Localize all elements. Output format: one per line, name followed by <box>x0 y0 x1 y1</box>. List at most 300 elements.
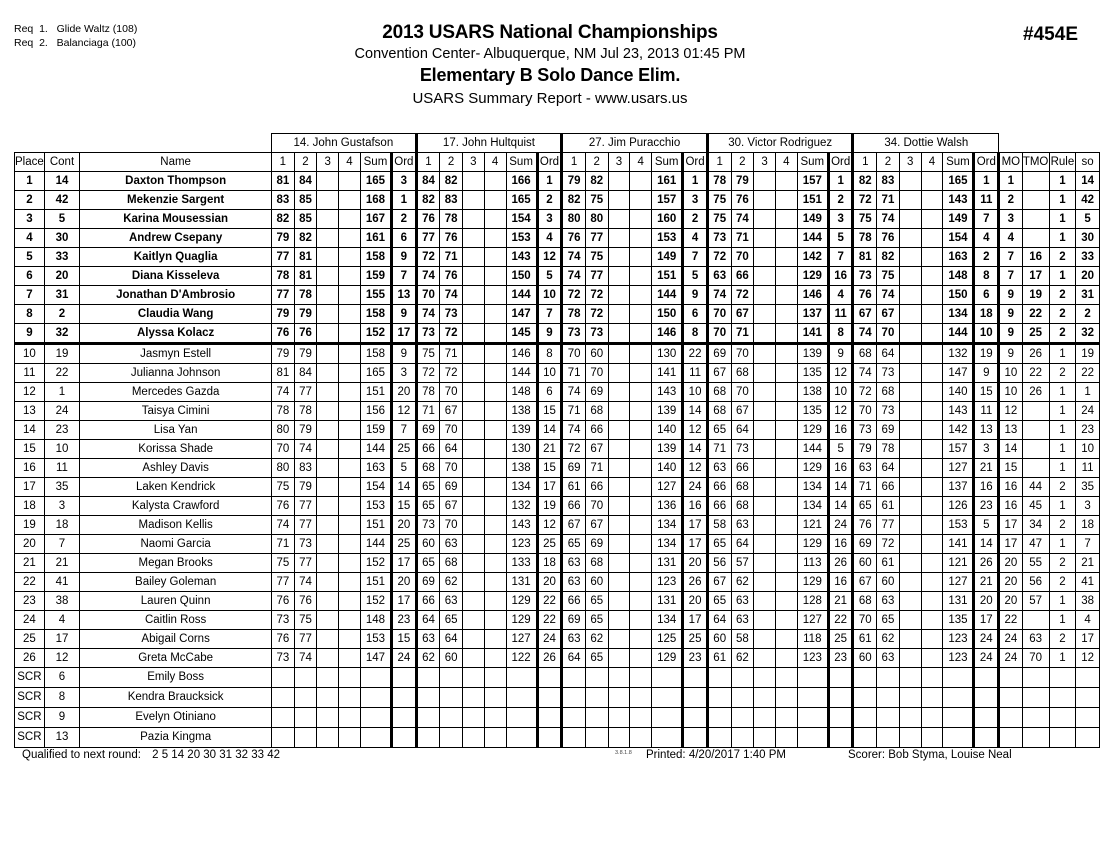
cell-j4-1: 60 <box>707 630 731 649</box>
cell-tmo: 19 <box>1022 286 1049 305</box>
cell-j2-3 <box>462 324 484 344</box>
cell-j3-4 <box>630 497 652 516</box>
cell-j1-3 <box>317 210 339 229</box>
cell-rule: 2 <box>1049 554 1076 573</box>
cell-tmo: 17 <box>1022 267 1049 286</box>
column-header-j2-4: 4 <box>484 153 506 172</box>
cell-j3-2: 72 <box>585 305 608 324</box>
cell-mo: 15 <box>999 459 1023 478</box>
table-row[interactable] <box>15 478 1100 497</box>
cell-j5-ord: 18 <box>974 305 999 324</box>
cell-j1-sum: 165 <box>360 172 391 191</box>
cell-j2-3 <box>462 478 484 497</box>
cell-j5-ord: 19 <box>974 344 999 364</box>
cell-j3-2 <box>585 708 608 728</box>
cell-j3-1 <box>562 668 586 688</box>
table-row[interactable] <box>15 248 1100 267</box>
cell-place: 5 <box>15 248 45 267</box>
cell-j3-1: 80 <box>562 210 586 229</box>
cell-j3-2: 60 <box>585 344 608 364</box>
cell-j5-sum: 163 <box>943 248 974 267</box>
cell-j1-4 <box>339 286 361 305</box>
cell-j1-sum <box>360 688 391 708</box>
cell-j3-1: 76 <box>562 229 586 248</box>
cell-j5-2: 78 <box>877 440 900 459</box>
cell-j4-3 <box>754 478 776 497</box>
cell-j2-3 <box>462 708 484 728</box>
cell-j4-4 <box>775 210 797 229</box>
cell-j5-ord <box>974 708 999 728</box>
cell-j4-ord: 1 <box>828 172 853 191</box>
cell-j3-1: 78 <box>562 305 586 324</box>
cell-j2-sum <box>506 708 537 728</box>
cell-j5-sum: 142 <box>943 421 974 440</box>
qualified-label: Qualified to next round: <box>22 749 141 761</box>
judge-header-spacer <box>15 134 272 153</box>
cell-mo: 16 <box>999 478 1023 497</box>
cell-place: 24 <box>15 611 45 630</box>
cell-name: Lisa Yan <box>80 421 272 440</box>
cell-j2-1: 71 <box>416 402 440 421</box>
cell-name: Jonathan D'Ambrosio <box>80 286 272 305</box>
cell-j1-1 <box>272 708 295 728</box>
cell-j1-3 <box>317 592 339 611</box>
column-header-j1-2: 2 <box>294 153 317 172</box>
cell-tmo <box>1022 229 1049 248</box>
cell-j1-4 <box>339 611 361 630</box>
cell-j3-ord: 8 <box>683 324 708 344</box>
cell-j5-3 <box>899 688 921 708</box>
cell-j5-2: 67 <box>877 305 900 324</box>
cell-j2-1: 72 <box>416 364 440 383</box>
cell-j1-3 <box>317 440 339 459</box>
cell-j2-1 <box>416 708 440 728</box>
cell-j3-4 <box>630 191 652 210</box>
cell-j2-sum: 146 <box>506 344 537 364</box>
cell-j5-1: 60 <box>853 554 877 573</box>
cell-j1-2: 75 <box>294 611 317 630</box>
cell-j3-1: 72 <box>562 286 586 305</box>
cell-j2-3 <box>462 592 484 611</box>
judge-header-3: 27. Jim Puracchio <box>562 134 708 153</box>
cell-tmo: 22 <box>1022 364 1049 383</box>
table-row[interactable] <box>15 191 1100 210</box>
cell-rule: 1 <box>1049 497 1076 516</box>
cell-j4-sum <box>797 668 828 688</box>
cell-rule: 1 <box>1049 267 1076 286</box>
table-row[interactable] <box>15 210 1100 229</box>
table-row[interactable] <box>15 688 1100 708</box>
cell-j2-4 <box>484 402 506 421</box>
cell-j3-4 <box>630 248 652 267</box>
table-row[interactable] <box>15 324 1100 344</box>
cell-j1-3 <box>317 554 339 573</box>
column-header-j1-sum: Sum <box>360 153 391 172</box>
cell-mo: 14 <box>999 440 1023 459</box>
cell-j1-1: 78 <box>272 402 295 421</box>
table-row[interactable] <box>15 402 1100 421</box>
table-row[interactable] <box>15 305 1100 324</box>
cell-j1-sum: 159 <box>360 267 391 286</box>
cell-so: 18 <box>1076 516 1100 535</box>
cell-j4-1: 65 <box>707 421 731 440</box>
cell-j2-1: 82 <box>416 191 440 210</box>
cell-j4-ord <box>828 688 853 708</box>
cell-j5-ord: 5 <box>974 516 999 535</box>
cell-j3-1: 65 <box>562 535 586 554</box>
cell-j5-4 <box>921 402 943 421</box>
column-header-j3-3: 3 <box>608 153 630 172</box>
cell-j1-2: 78 <box>294 402 317 421</box>
cell-j2-ord <box>537 728 562 748</box>
cell-j2-4 <box>484 688 506 708</box>
cell-j2-4 <box>484 516 506 535</box>
cell-j3-3 <box>608 210 630 229</box>
cell-j3-2: 68 <box>585 402 608 421</box>
cell-j2-2: 69 <box>440 478 463 497</box>
cell-j2-ord: 17 <box>537 478 562 497</box>
cell-j3-sum: 140 <box>652 459 683 478</box>
cell-tmo <box>1022 728 1049 748</box>
cell-j1-ord: 17 <box>392 324 417 344</box>
cell-j1-3 <box>317 402 339 421</box>
cell-j2-3 <box>462 611 484 630</box>
cell-j1-ord: 7 <box>392 267 417 286</box>
cell-j1-4 <box>339 573 361 592</box>
cell-j3-3 <box>608 554 630 573</box>
table-row[interactable] <box>15 383 1100 402</box>
cell-j4-1: 67 <box>707 573 731 592</box>
cell-j5-4 <box>921 459 943 478</box>
cell-cont: 5 <box>44 210 79 229</box>
table-row[interactable] <box>15 611 1100 630</box>
cell-j3-sum: 141 <box>652 364 683 383</box>
cell-j3-3 <box>608 421 630 440</box>
cell-j4-sum: 129 <box>797 421 828 440</box>
table-row[interactable] <box>15 516 1100 535</box>
cell-j2-sum: 129 <box>506 592 537 611</box>
column-header-j5-4: 4 <box>921 153 943 172</box>
cell-tmo <box>1022 440 1049 459</box>
version-stamp: 3.8.1.8 <box>615 750 632 756</box>
cell-j1-1: 71 <box>272 535 295 554</box>
cell-j2-ord: 9 <box>537 324 562 344</box>
table-row[interactable] <box>15 344 1100 364</box>
cell-j3-1: 64 <box>562 649 586 668</box>
cell-j4-4 <box>775 554 797 573</box>
cell-name: Ashley Davis <box>80 459 272 478</box>
cell-place: 14 <box>15 421 45 440</box>
cell-mo: 9 <box>999 305 1023 324</box>
column-header-j3-4: 4 <box>630 153 652 172</box>
table-row[interactable] <box>15 535 1100 554</box>
cell-j5-1: 74 <box>853 324 877 344</box>
table-row[interactable] <box>15 554 1100 573</box>
cell-j3-1: 63 <box>562 554 586 573</box>
cell-j1-2 <box>294 728 317 748</box>
cell-j1-3 <box>317 535 339 554</box>
cell-j2-4 <box>484 573 506 592</box>
cell-name: Abigail Corns <box>80 630 272 649</box>
table-row[interactable] <box>15 286 1100 305</box>
cell-j3-4 <box>630 286 652 305</box>
cell-j4-2: 71 <box>731 229 754 248</box>
cell-j5-sum: 165 <box>943 172 974 191</box>
cell-tmo <box>1022 172 1049 191</box>
cell-j4-ord: 23 <box>828 649 853 668</box>
cell-j4-2: 62 <box>731 649 754 668</box>
cell-j1-3 <box>317 383 339 402</box>
cell-j1-2: 76 <box>294 592 317 611</box>
cell-j2-2: 67 <box>440 402 463 421</box>
cell-j1-sum: 152 <box>360 324 391 344</box>
cell-j3-4 <box>630 554 652 573</box>
cell-j5-4 <box>921 324 943 344</box>
event-number: #454E <box>1023 24 1078 45</box>
cell-j5-ord: 26 <box>974 554 999 573</box>
cell-j3-1: 61 <box>562 478 586 497</box>
cell-j2-3 <box>462 516 484 535</box>
cell-j1-sum: 153 <box>360 497 391 516</box>
cell-j4-1: 75 <box>707 191 731 210</box>
cell-place: 3 <box>15 210 45 229</box>
cell-so: 1 <box>1076 383 1100 402</box>
cell-j1-2: 77 <box>294 630 317 649</box>
cell-j1-1: 83 <box>272 191 295 210</box>
cell-j3-3 <box>608 286 630 305</box>
cell-j1-4 <box>339 267 361 286</box>
cell-j5-sum <box>943 708 974 728</box>
cell-j4-2: 68 <box>731 497 754 516</box>
cell-j2-2: 70 <box>440 516 463 535</box>
cell-j2-ord: 25 <box>537 535 562 554</box>
cell-j3-3 <box>608 688 630 708</box>
cell-j4-sum: 142 <box>797 248 828 267</box>
cell-cont: 4 <box>44 611 79 630</box>
cell-place: 1 <box>15 172 45 191</box>
cell-j4-1: 72 <box>707 248 731 267</box>
cell-j2-2 <box>440 688 463 708</box>
cell-j3-3 <box>608 573 630 592</box>
cell-j4-1 <box>707 708 731 728</box>
cell-j4-3 <box>754 267 776 286</box>
cell-tmo <box>1022 668 1049 688</box>
cell-j2-ord <box>537 688 562 708</box>
cell-j1-ord: 5 <box>392 459 417 478</box>
table-row[interactable] <box>15 364 1100 383</box>
column-header-j2-2: 2 <box>440 153 463 172</box>
cell-j2-3 <box>462 554 484 573</box>
cell-j2-1 <box>416 728 440 748</box>
cell-j1-sum: 144 <box>360 440 391 459</box>
cell-tmo: 34 <box>1022 516 1049 535</box>
cell-j2-ord: 22 <box>537 611 562 630</box>
cell-j4-sum: 135 <box>797 364 828 383</box>
cell-j4-4 <box>775 728 797 748</box>
cell-j3-4 <box>630 573 652 592</box>
cell-rule: 2 <box>1049 516 1076 535</box>
cell-j2-2: 70 <box>440 383 463 402</box>
cell-j5-1: 63 <box>853 459 877 478</box>
cell-j2-2: 72 <box>440 324 463 344</box>
cell-j4-2: 57 <box>731 554 754 573</box>
cell-j1-3 <box>317 324 339 344</box>
cell-place: 12 <box>15 383 45 402</box>
cell-j5-sum: 147 <box>943 364 974 383</box>
cell-rule: 1 <box>1049 402 1076 421</box>
cell-tmo <box>1022 402 1049 421</box>
cell-j2-4 <box>484 421 506 440</box>
table-row[interactable] <box>15 459 1100 478</box>
cell-j2-sum: 138 <box>506 402 537 421</box>
cell-rule: 2 <box>1049 630 1076 649</box>
cell-j2-3 <box>462 668 484 688</box>
table-row[interactable] <box>15 573 1100 592</box>
cell-j5-2: 64 <box>877 344 900 364</box>
cell-j1-4 <box>339 344 361 364</box>
cell-j4-4 <box>775 286 797 305</box>
cell-j1-1: 79 <box>272 305 295 324</box>
cell-cont: 13 <box>44 728 79 748</box>
cell-j1-4 <box>339 592 361 611</box>
cell-j4-2: 67 <box>731 305 754 324</box>
cell-j1-1: 70 <box>272 440 295 459</box>
cell-j5-1 <box>853 708 877 728</box>
cell-j4-sum: 129 <box>797 573 828 592</box>
cell-j5-3 <box>899 421 921 440</box>
cell-j4-4 <box>775 421 797 440</box>
cell-name: Taisya Cimini <box>80 402 272 421</box>
cell-j5-1: 67 <box>853 305 877 324</box>
cell-j3-ord: 2 <box>683 210 708 229</box>
cell-j4-2: 68 <box>731 478 754 497</box>
cell-j5-2: 73 <box>877 364 900 383</box>
cell-mo: 10 <box>999 383 1023 402</box>
cell-j1-sum <box>360 668 391 688</box>
cell-j3-1: 67 <box>562 516 586 535</box>
cell-j3-1 <box>562 688 586 708</box>
cell-j3-3 <box>608 172 630 191</box>
cell-j1-1: 81 <box>272 364 295 383</box>
table-row[interactable] <box>15 421 1100 440</box>
table-row[interactable] <box>15 229 1100 248</box>
cell-j4-sum: 129 <box>797 535 828 554</box>
cell-j1-ord: 15 <box>392 497 417 516</box>
table-row[interactable] <box>15 728 1100 748</box>
cell-j3-4 <box>630 324 652 344</box>
cell-j4-2: 71 <box>731 324 754 344</box>
table-row[interactable] <box>15 440 1100 459</box>
cell-j1-ord <box>392 708 417 728</box>
table-row[interactable] <box>15 592 1100 611</box>
cell-j3-4 <box>630 516 652 535</box>
cell-j5-1: 60 <box>853 649 877 668</box>
cell-tmo <box>1022 191 1049 210</box>
cell-j3-3 <box>608 611 630 630</box>
table-row[interactable] <box>15 708 1100 728</box>
table-row[interactable] <box>15 630 1100 649</box>
cell-j4-1: 58 <box>707 516 731 535</box>
cell-j3-4 <box>630 728 652 748</box>
column-header-rule: Rule <box>1049 153 1076 172</box>
cell-j4-4 <box>775 229 797 248</box>
cell-j3-ord: 20 <box>683 554 708 573</box>
column-header-j3-ord: Ord <box>683 153 708 172</box>
cell-j1-sum: 167 <box>360 210 391 229</box>
column-header-row <box>15 153 1100 172</box>
cell-j5-4 <box>921 305 943 324</box>
cell-j2-3 <box>462 344 484 364</box>
cell-j4-ord: 16 <box>828 535 853 554</box>
cell-rule: 1 <box>1049 383 1076 402</box>
cell-j3-2: 66 <box>585 478 608 497</box>
cell-j4-sum <box>797 728 828 748</box>
cell-j5-4 <box>921 649 943 668</box>
cell-place: SCR <box>15 708 45 728</box>
table-row[interactable] <box>15 267 1100 286</box>
cell-j2-3 <box>462 364 484 383</box>
cell-cont: 11 <box>44 459 79 478</box>
cell-j4-3 <box>754 668 776 688</box>
cell-j5-3 <box>899 611 921 630</box>
cell-j2-4 <box>484 324 506 344</box>
table-row[interactable] <box>15 172 1100 191</box>
cell-j1-sum <box>360 728 391 748</box>
cell-j2-sum: 122 <box>506 649 537 668</box>
cell-j5-sum: 148 <box>943 267 974 286</box>
cell-j2-1: 74 <box>416 305 440 324</box>
cell-j3-3 <box>608 248 630 267</box>
cell-so <box>1076 728 1100 748</box>
cell-j3-3 <box>608 229 630 248</box>
cell-j1-ord: 3 <box>392 172 417 191</box>
cell-j2-sum: 147 <box>506 305 537 324</box>
cell-j4-3 <box>754 497 776 516</box>
cell-j4-4 <box>775 305 797 324</box>
table-row[interactable] <box>15 668 1100 688</box>
cell-j5-4 <box>921 516 943 535</box>
printed-stamp: Printed: 4/20/2017 1:40 PM <box>646 749 787 761</box>
table-row[interactable] <box>15 497 1100 516</box>
cell-j1-1: 80 <box>272 421 295 440</box>
cell-j2-ord: 10 <box>537 286 562 305</box>
cell-j4-ord: 16 <box>828 267 853 286</box>
cell-j3-3 <box>608 649 630 668</box>
cell-j1-ord: 24 <box>392 649 417 668</box>
cell-name: Daxton Thompson <box>80 172 272 191</box>
cell-j1-4 <box>339 630 361 649</box>
cell-j4-3 <box>754 248 776 267</box>
judge-header-4: 30. Victor Rodriguez <box>707 134 853 153</box>
cell-mo: 20 <box>999 554 1023 573</box>
cell-j2-sum: 145 <box>506 324 537 344</box>
cell-j3-2: 75 <box>585 191 608 210</box>
cell-j1-4 <box>339 535 361 554</box>
cell-j5-sum: 154 <box>943 229 974 248</box>
cell-name: Lauren Quinn <box>80 592 272 611</box>
cell-j5-4 <box>921 668 943 688</box>
judge-header-1: 14. John Gustafson <box>272 134 417 153</box>
table-row[interactable] <box>15 649 1100 668</box>
cell-j1-3 <box>317 248 339 267</box>
cell-j3-4 <box>630 611 652 630</box>
cell-j5-sum: 140 <box>943 383 974 402</box>
cell-so: 17 <box>1076 630 1100 649</box>
cell-j1-4 <box>339 708 361 728</box>
cell-j4-2: 63 <box>731 611 754 630</box>
cell-place: 15 <box>15 440 45 459</box>
cell-j2-ord: 14 <box>537 421 562 440</box>
